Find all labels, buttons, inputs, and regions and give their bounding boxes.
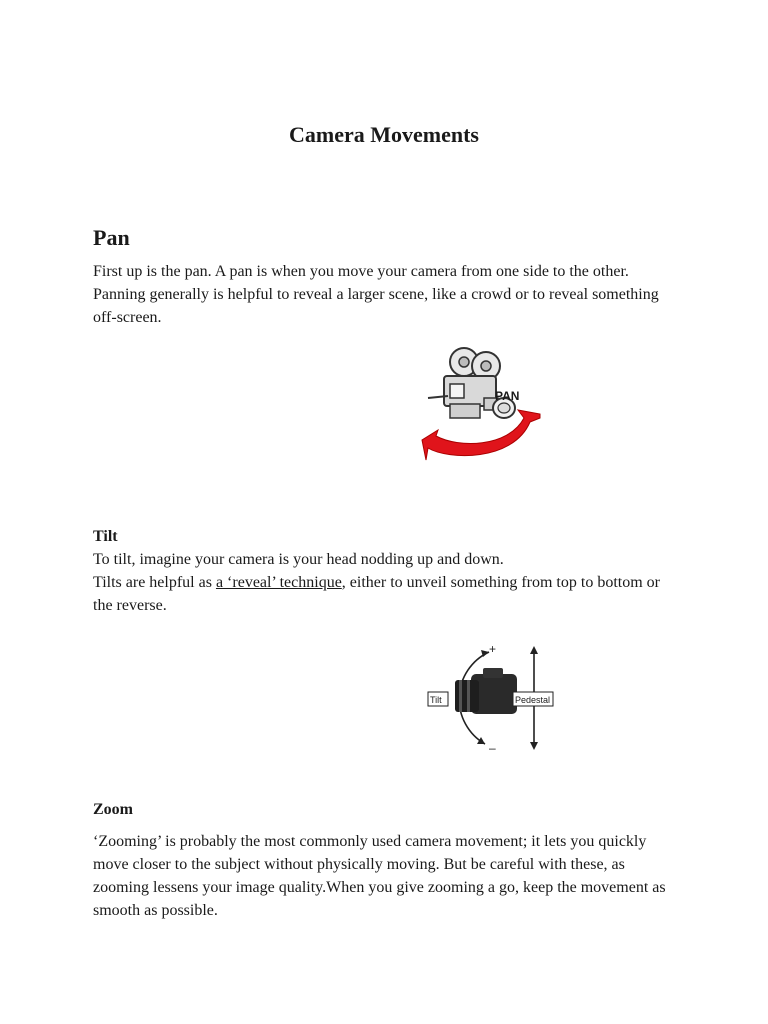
tilt-minus-label: – bbox=[489, 741, 496, 755]
pan-figure bbox=[418, 340, 553, 465]
zoom-heading: Zoom bbox=[93, 801, 133, 818]
page-title: Camera Movements bbox=[289, 122, 479, 147]
pan-figure-label: PAN bbox=[495, 389, 520, 403]
pan-paragraph: First up is the pan. A pan is when you move your camera from one side to the other. Panning generally is helpful to reveal a larger scene, like a crowd or to reveal something off-screen. bbox=[93, 263, 659, 326]
pan-heading: Pan bbox=[93, 225, 130, 250]
tilt-plus-label: + bbox=[489, 642, 497, 656]
reveal-technique-link[interactable]: a ‘reveal’ technique bbox=[215, 574, 342, 591]
tilt-heading: Tilt bbox=[93, 528, 118, 545]
tilt-paragraph bbox=[93, 548, 683, 617]
tilt-line-1: To tilt, imagine your camera is your head nodding up and down. bbox=[93, 551, 504, 568]
film-camera-pan-icon bbox=[418, 340, 553, 465]
tilt-figure-label: Tilt bbox=[430, 695, 442, 705]
zoom-paragraph: ‘Zooming’ is probably the most commonly used camera movement; it lets you quickly move closer to the subject without physically moving. But be careful with these, as zooming lessens your image quality.When you give zooming a go, keep the movement as smooth as possible. bbox=[93, 833, 666, 919]
pedestal-figure-label: Pedestal bbox=[515, 695, 551, 705]
tilt-figure bbox=[425, 640, 560, 755]
tilt-line-2-prefix: Tilts are helpful as bbox=[93, 574, 216, 591]
tilt-line-2-suffix: , either to unveil something from top to bottom or the reverse. bbox=[93, 574, 660, 614]
dslr-tilt-pedestal-icon bbox=[425, 640, 560, 755]
